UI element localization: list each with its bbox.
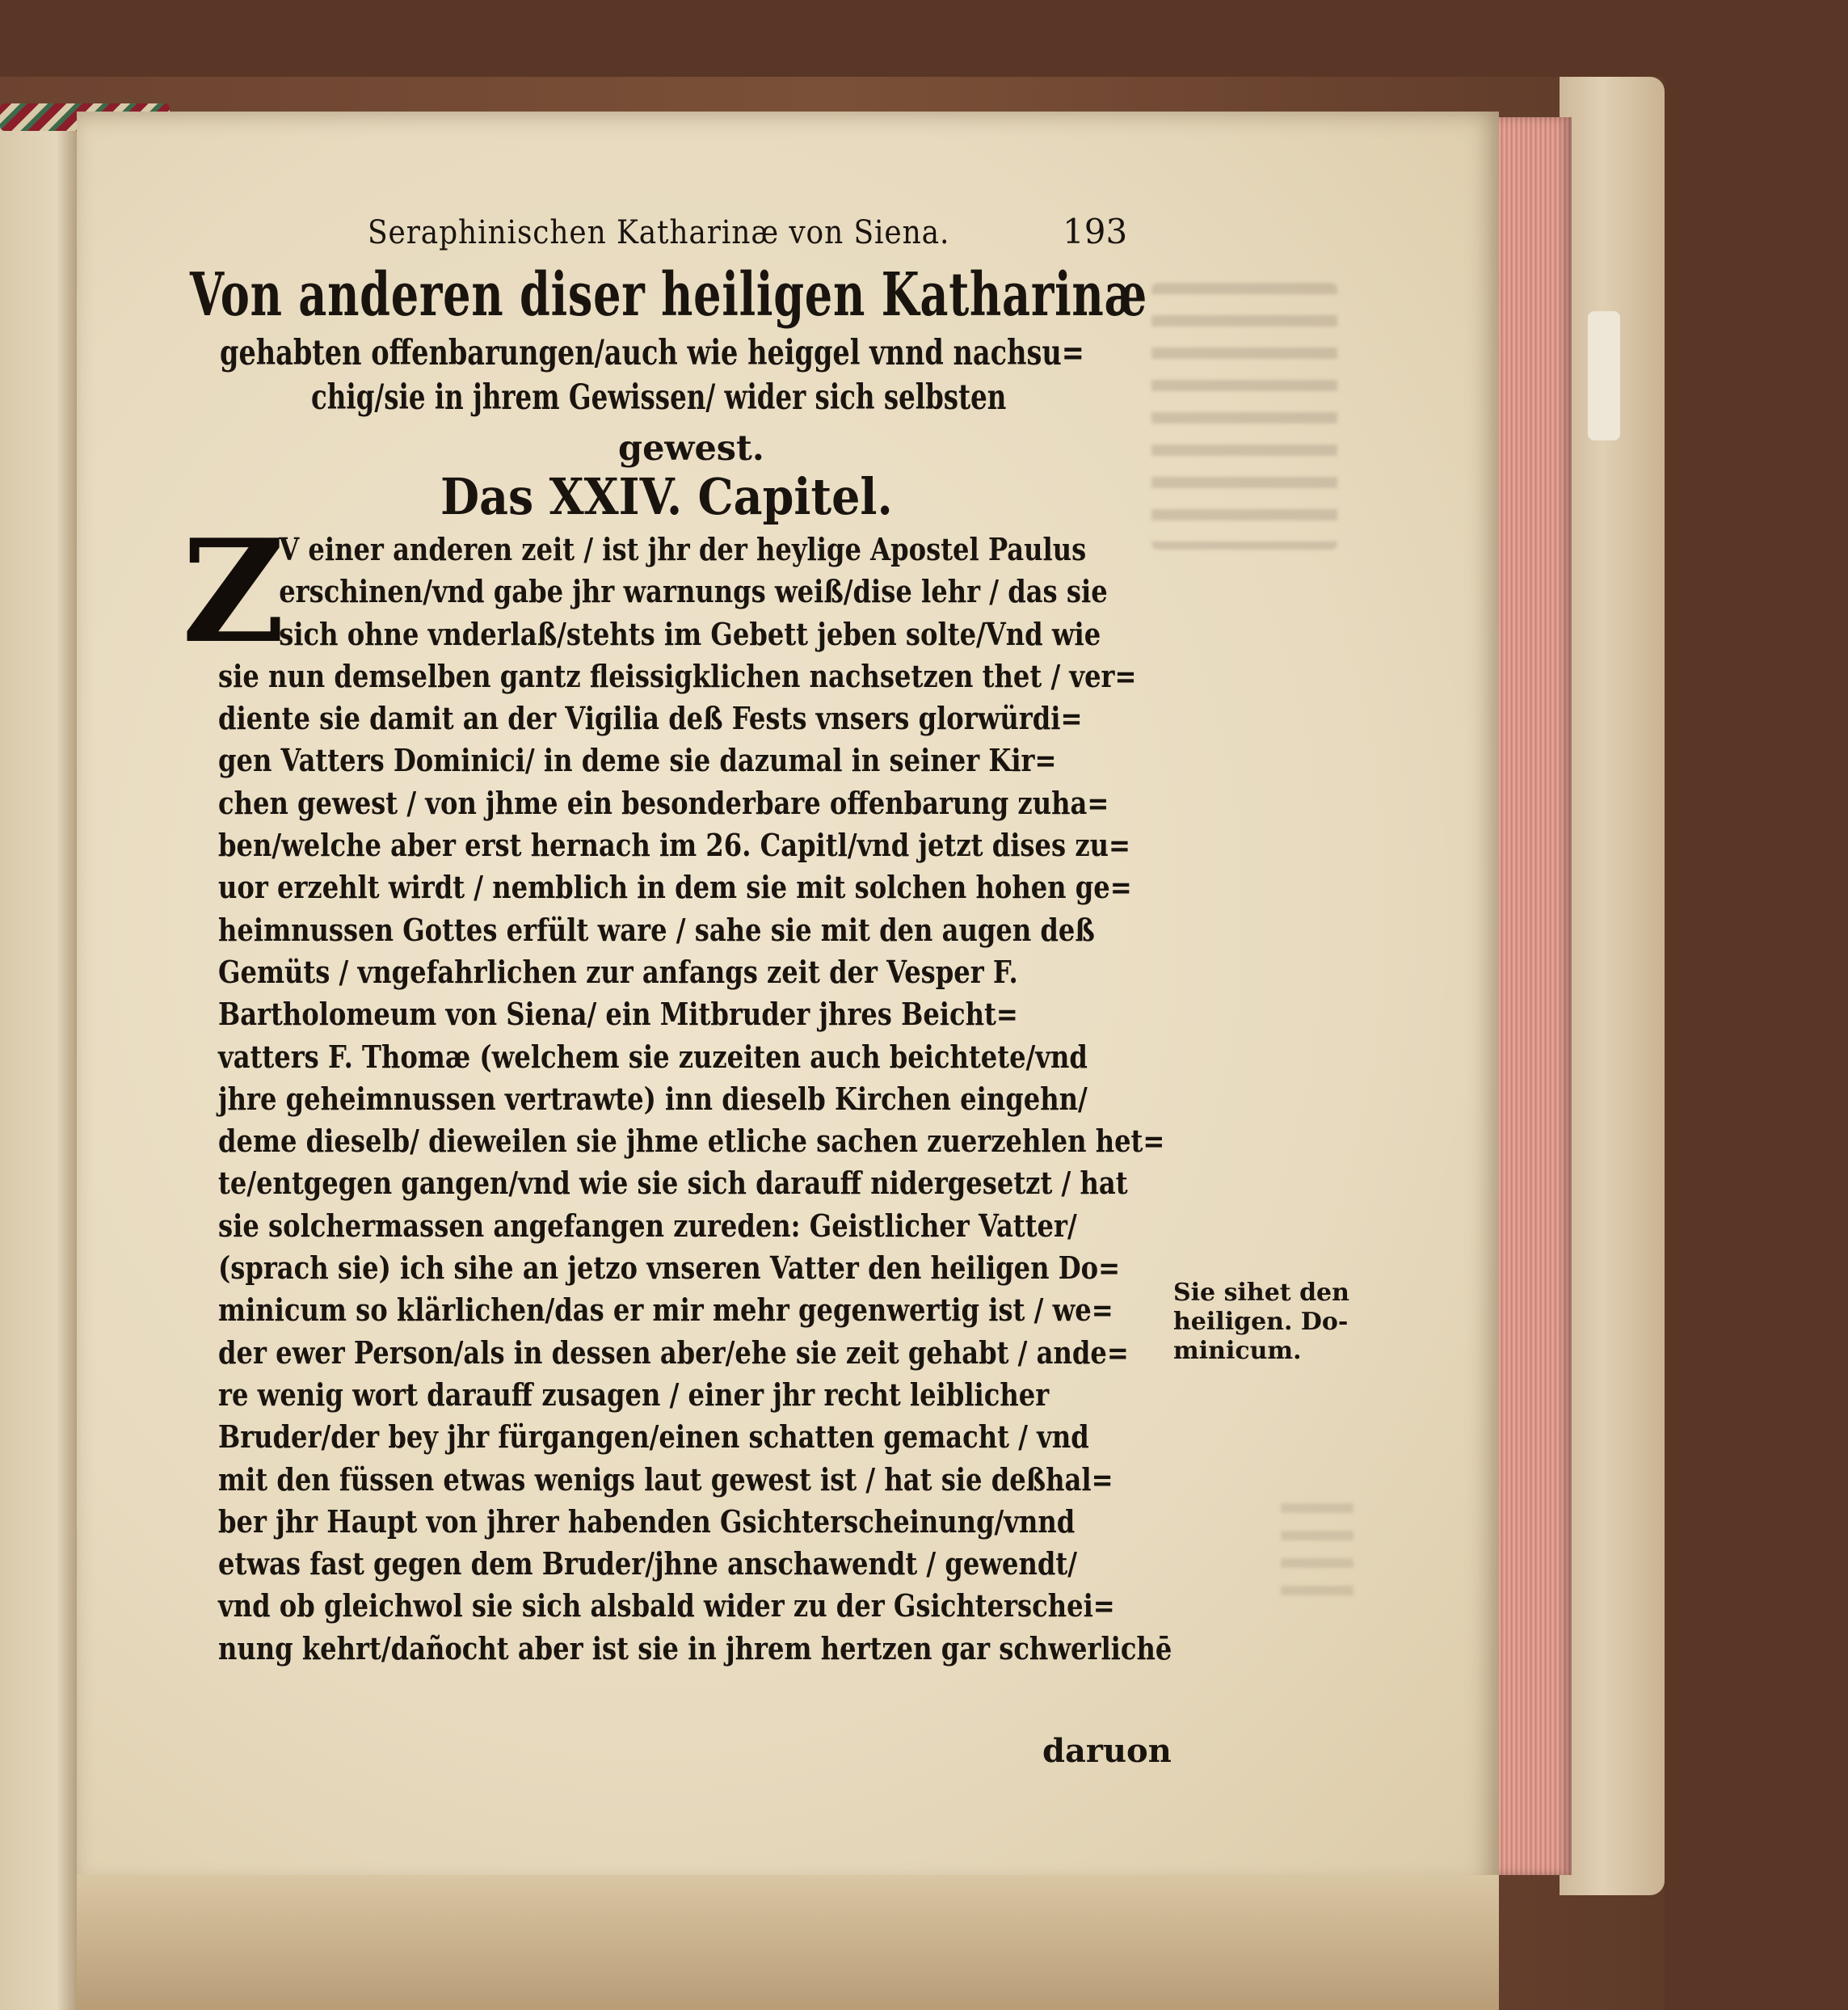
body-text-line: minicum so klärlichen/das er mir mehr gegenwertig ist / we= xyxy=(218,1292,1113,1329)
body-text-line: uor erzehlt wirdt / nemblich in dem sie mit solchen hohen ge= xyxy=(218,870,1132,907)
body-text-line: jhre geheimnussen vertrawte) inn dieselb Kirchen eingehn/ xyxy=(218,1081,1088,1118)
body-text-line: nung kehrt/dañocht aber ist sie in jhrem hertzen gar schwerlichē xyxy=(218,1630,1172,1667)
page-number: 193 xyxy=(1063,212,1128,251)
body-text-line: heimnussen Gottes erfült ware / sahe sie mit den augen deß xyxy=(218,912,1095,949)
body-text-line: sich ohne vnderlaß/stehts im Gebett jeben solte/Vnd wie xyxy=(279,616,1101,653)
body-text xyxy=(218,529,1359,1671)
show-through-text xyxy=(1151,283,1337,550)
body-text-line: deme dieselb/ dieweilen sie jhme etliche sachen zuerzehlen het= xyxy=(218,1123,1165,1161)
body-text-line: re wenig wort darauff zusagen / einer jhr recht leiblicher xyxy=(218,1376,1050,1414)
heading-subtitle-line: chig/sie in jhrem Gewissen/ wider sich selbsten xyxy=(311,377,1007,418)
chapter-heading: Von anderen diser heiligen Katharinæ xyxy=(190,260,1147,330)
marginal-note-line: heiligen. Do- xyxy=(1173,1308,1349,1336)
heading-subtitle-line: gehabten offenbarungen/auch wie heiggel vnnd nachsu= xyxy=(220,333,1084,373)
body-text-line: (sprach sie) ich sihe an jetzo vnseren Vatter den heiligen Do= xyxy=(218,1250,1121,1287)
body-text-line: Bruder/der bey jhr fürgangen/einen schatten gemacht / vnd xyxy=(218,1419,1089,1456)
body-text-line: sie solchermassen angefangen zureden: Geistlicher Vatter/ xyxy=(218,1207,1077,1245)
marginal-note-line: Sie sihet den xyxy=(1173,1279,1349,1307)
body-text-line: vnd ob gleichwol sie sich alsbald wider zu der Gsichterschei= xyxy=(218,1588,1115,1625)
body-text-line: Gemüts / vngefahrlichen zur anfangs zeit der Vesper F. xyxy=(218,954,1018,991)
body-text-line: chen gewest / von jhme ein besonderbare offenbarung zuha= xyxy=(218,785,1109,822)
body-text-line: etwas fast gegen dem Bruder/jhne anschawendt / gewendt/ xyxy=(218,1546,1078,1583)
body-text-line: V einer anderen zeit / ist jhr der heylige Apostel Paulus xyxy=(279,532,1087,568)
body-text-line: ber jhr Haupt von jhrer habenden Gsichterscheinung/vnnd xyxy=(218,1503,1076,1540)
paper-tab xyxy=(1588,311,1620,440)
drop-cap-initial: Z xyxy=(182,509,285,675)
left-page-edge xyxy=(0,121,81,2010)
body-text-line: vatters F. Thomæ (welchem sie zuzeiten auch beichtete/vnd xyxy=(218,1039,1088,1076)
heading-subtitle-line: gewest. xyxy=(618,428,764,469)
body-text-line: ben/welche aber erst hernach im 26. Capitl/vnd jetzt dises zu= xyxy=(218,828,1130,865)
chapter-number: Das XXIV. Capitel. xyxy=(440,467,893,526)
body-text-line: gen Vatters Dominici/ in deme sie dazumal in seiner Kir= xyxy=(218,743,1057,780)
catchword: daruon xyxy=(1042,1732,1172,1770)
page-bottom-margin xyxy=(77,1875,1499,2010)
marginal-note-line: minicum. xyxy=(1173,1337,1302,1365)
body-text-line: sie nun demselben gantz fleissigklichen nachsetzen thet / ver= xyxy=(218,658,1137,695)
body-text-line: te/entgegen gangen/vnd wie sie sich darauff nidergesetzt / hat xyxy=(218,1165,1128,1203)
body-text-line: Bartholomeum von Siena/ ein Mitbruder jhres Beicht= xyxy=(218,997,1018,1034)
running-head: Seraphinischen Katharinæ von Siena. xyxy=(368,214,950,251)
body-text-line: mit den füssen etwas wenigs laut gewest ist / hat sie deßhal= xyxy=(218,1461,1113,1498)
marginal-note xyxy=(1173,1279,1349,1366)
body-text-line: der ewer Person/als in dessen aber/ehe sie zeit gehabt / ande= xyxy=(218,1334,1129,1372)
body-text-line: diente sie damit an der Vigilia deß Fests vnsers glorwürdi= xyxy=(218,701,1083,738)
body-text-line: erschinen/vnd gabe jhr warnungs weiß/dise lehr / das sie xyxy=(279,574,1108,611)
